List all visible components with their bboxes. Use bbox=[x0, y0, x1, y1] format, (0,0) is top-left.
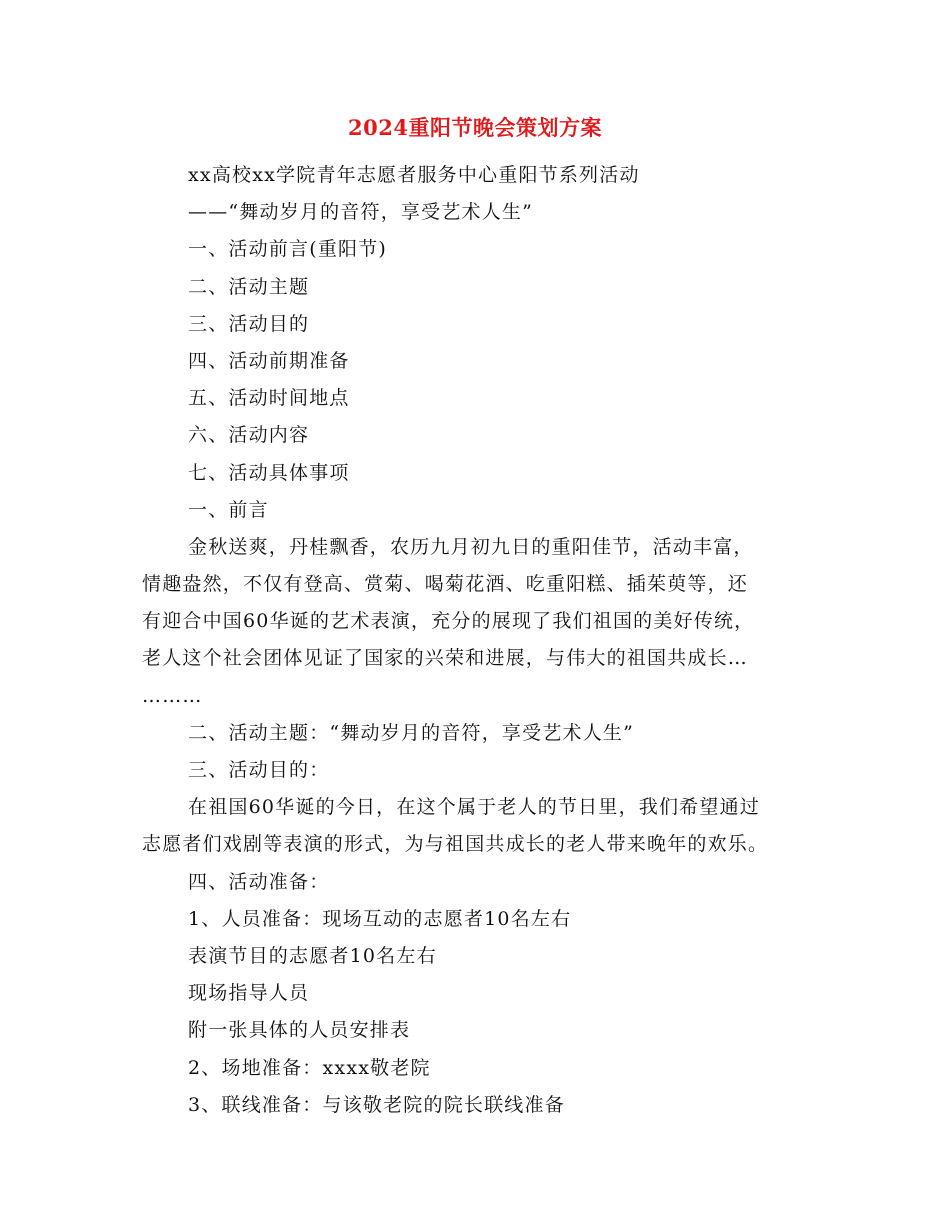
document-title: 2024重阳节晚会策划方案 bbox=[348, 115, 602, 140]
prep-item: 2、场地准备：xxxx敬老院 bbox=[188, 1056, 431, 1079]
paragraph-line: 志愿者们戏剧等表演的形式，为与祖国共成长的老人带来晚年的欢乐。 bbox=[142, 833, 769, 856]
toc-item: 三、活动目的 bbox=[188, 312, 310, 335]
toc-item: 七、活动具体事项 bbox=[188, 461, 350, 484]
slogan-line: ——“舞动岁月的音符，享受艺术人生” bbox=[188, 201, 534, 224]
paragraph-line: ……… bbox=[142, 684, 203, 707]
prep-item: 表演节目的志愿者10名左右 bbox=[188, 944, 437, 967]
prep-item: 1、人员准备：现场互动的志愿者10名左右 bbox=[188, 907, 572, 930]
subtitle-line: xx高校xx学院青年志愿者服务中心重阳节系列活动 bbox=[188, 164, 640, 186]
toc-item: 一、活动前言(重阳节) bbox=[188, 238, 388, 261]
paragraph-line: 在祖国60华诞的今日，在这个属于老人的节日里，我们希望通过 bbox=[188, 796, 760, 819]
prep-item: 附一张具体的人员安排表 bbox=[188, 1019, 411, 1042]
paragraph-line: 老人这个社会团体见证了国家的兴荣和进展，与伟大的祖国共成长… bbox=[142, 647, 749, 670]
paragraph-line: 有迎合中国60华诞的艺术表演，充分的展现了我们祖国的美好传统， bbox=[142, 610, 755, 633]
toc-item: 五、活动时间地点 bbox=[188, 387, 350, 410]
toc-item: 六、活动内容 bbox=[188, 424, 310, 447]
toc-item: 二、活动主题 bbox=[188, 275, 310, 298]
prep-item: 3、联线准备：与该敬老院的院长联线准备 bbox=[188, 1093, 565, 1116]
section-heading: 一、前言 bbox=[188, 498, 269, 521]
section-heading: 四、活动准备： bbox=[188, 870, 330, 893]
prep-item: 现场指导人员 bbox=[188, 982, 310, 1005]
paragraph-line: 金秋送爽，丹桂飘香，农历九月初九日的重阳佳节，活动丰富， bbox=[188, 535, 754, 558]
toc-item: 四、活动前期准备 bbox=[188, 349, 350, 372]
theme-line: 二、活动主题：“舞动岁月的音符，享受艺术人生” bbox=[188, 721, 635, 744]
document-body bbox=[142, 157, 814, 1124]
paragraph-line: 情趣盎然，不仅有登高、赏菊、喝菊花酒、吃重阳糕、插茱萸等，还 bbox=[142, 573, 749, 596]
section-heading: 三、活动目的： bbox=[188, 759, 330, 781]
